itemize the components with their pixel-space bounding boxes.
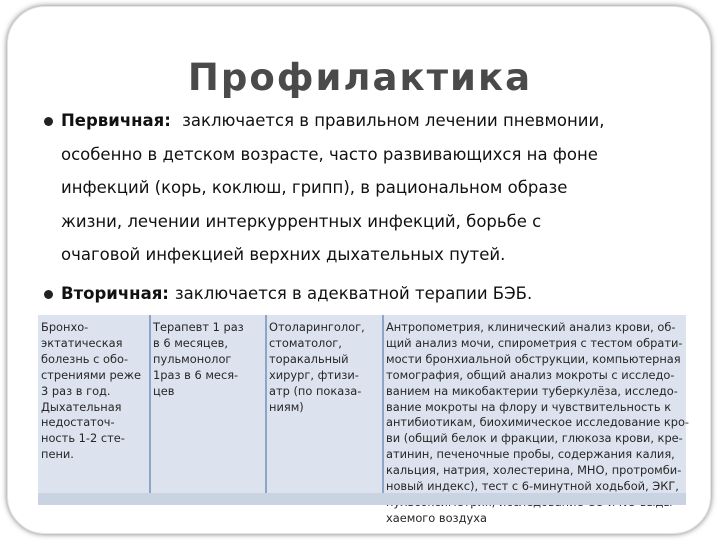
table-cell-line: томография, общий анализ мокроты с исследо-	[386, 367, 675, 382]
table-cell-line: Бронхо-	[41, 320, 89, 334]
primary-line-2: особенно в детском возрасте, часто развивающихся на фоне	[61, 144, 598, 164]
table-col-diagnosis	[38, 315, 150, 505]
secondary-text: заключается в адекватной терапии БЭБ.	[174, 284, 533, 303]
slide-title: Профилактика	[187, 56, 533, 99]
table-cell-line: стоматолог,	[269, 335, 342, 350]
table-col-examinations	[383, 315, 690, 525]
table-cell-line: недостаточ-	[41, 415, 115, 430]
table-cell-line: пени.	[41, 447, 74, 462]
table-cell-line: ность 1-2 сте-	[41, 431, 125, 446]
table-cell-line: Отоларинголог,	[269, 320, 365, 334]
table-cell-line: атр (по показа-	[269, 383, 362, 398]
secondary-prevention-text	[61, 277, 678, 311]
secondary-label: Вторичная:	[61, 284, 169, 303]
primary-label: Первичная:	[61, 111, 171, 130]
table-cell-line: ванием на микобактерии туберкулёза, исследо-	[386, 383, 678, 398]
table-cell-line: хирург, фтизи-	[269, 367, 359, 382]
primary-prevention-text	[61, 104, 678, 272]
primary-line-5: очаговой инфекцией верхних дыхательных путей.	[61, 245, 506, 264]
bullet-dot-icon	[44, 290, 53, 299]
table-cell-line: вание мокроты на флору и чувствительность к	[386, 399, 672, 414]
primary-line-1	[61, 104, 678, 138]
table-cell-line: ниям)	[269, 399, 304, 414]
table-col-frequency	[150, 315, 266, 505]
prevention-table-image	[38, 315, 690, 525]
table-cell-line: эктатическая	[41, 335, 123, 350]
table-cell-line: новый индекс), тест с 6-минутной ходьбой, ЭКГ,	[386, 479, 679, 494]
table-cell-line: 1раз в 6 меся-	[153, 367, 239, 382]
primary-line-3: инфекций (корь, коклюш, грипп), в рациональном образе	[61, 178, 568, 197]
table-cell-line: Терапевт 1 раз	[153, 320, 244, 334]
table-cell-line: атинин, печеночные пробы, содержания калия,	[386, 447, 675, 462]
table-bottom-band	[38, 493, 686, 505]
table-cell-line: торакальный	[269, 351, 349, 366]
table-cell-line: в 6 месяцев,	[153, 335, 229, 350]
primary-line-1-text: заключается в правильном лечении пневмонии,	[182, 111, 605, 130]
table-cell-line: Дыхательная	[41, 399, 122, 414]
bullet-dot-icon	[44, 117, 53, 126]
table-cell-line: кальция, натрия, холестерина, МНО, протромби-	[386, 463, 682, 478]
table-cell-line: щий анализ мочи, спирометрия с тестом обрати-	[386, 335, 683, 350]
table-cell-line: стрениями реже	[41, 367, 141, 382]
table-cell-line: мости бронхиальной обструкции, компьютерная	[386, 351, 681, 366]
table-col-specialists	[266, 315, 383, 505]
table-cell-line: болезнь с обо-	[41, 351, 129, 366]
table-cell-line: цев	[153, 383, 175, 398]
primary-line-4: жизни, лечении интеркуррентных инфекций, борьбе с	[61, 211, 542, 231]
table-cell-line: 3 раз в год.	[41, 383, 111, 398]
table-cell-line: Антропометрия, клинический анализ крови, об-	[386, 320, 676, 334]
table-cell-line: ви (общий белок и фракции, глюкоза крови, кре-	[386, 431, 683, 446]
bullet-primary-prevention	[44, 110, 678, 272]
bullet-secondary-prevention	[44, 283, 678, 311]
table-cell-line: пульмонолог	[153, 351, 232, 366]
table-cell-line: антибиотикам, биохимическое исследование кро-	[386, 415, 690, 430]
table-cell-line: хаемого воздуха	[386, 510, 487, 525]
